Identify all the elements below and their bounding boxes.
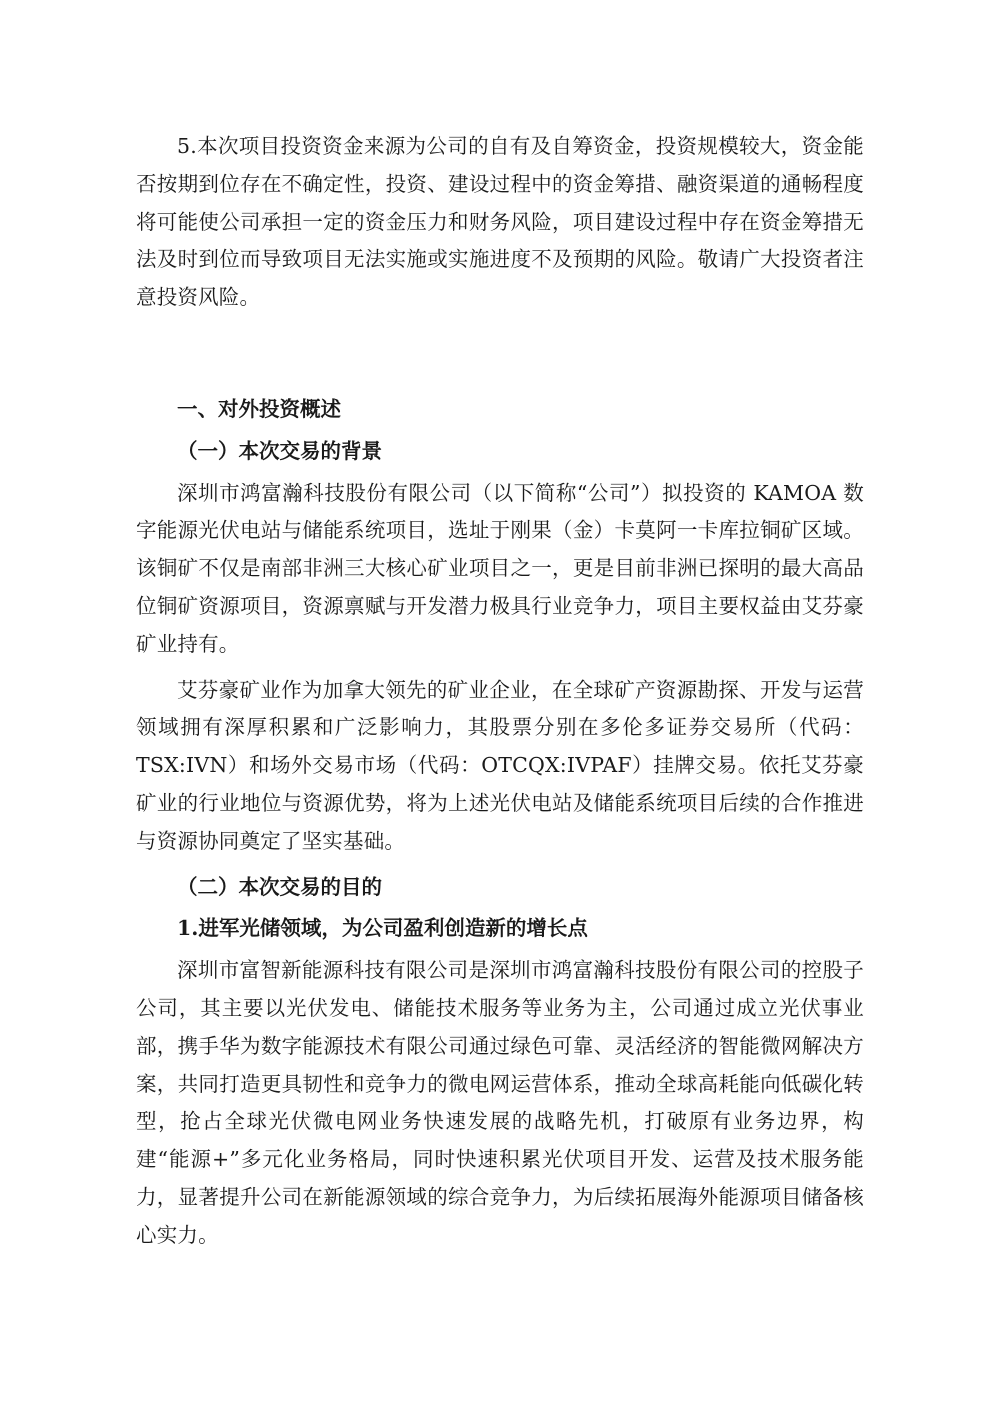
subsection-1-heading: （一）本次交易的背景: [177, 438, 382, 463]
purpose-paragraph-1: 深圳市富智新能源科技有限公司是深圳市鸿富瀚科技股份有限公司的控股子公司，其主要以光伏发电、储能技术服务等业务为主，公司通过成立光伏事业部，携手华为数字能源技术有限公司通过绿色可靠、灵活经济的智能微网解决方案，共同打造更具韧性和竞争力的微电网运营体系，推动全球高耗能向低碳化转型，抢占全球光伏微电网业务快速发展的战略先机，打破原有业务边界，构建“能源+”多元化业务格局，同时快速积累光伏项目开发、运营及技术服务能力，显著提升公司在新能源领域的综合竞争力，为后续拓展海外能源项目储备核心实力。: [136, 958, 864, 1247]
purpose-item-1-heading: 1.进军光储领域，为公司盈利创造新的增长点: [177, 916, 588, 941]
background-paragraph-2: 艾芬豪矿业作为加拿大领先的矿业企业，在全球矿产资源勘探、开发与运营领域拥有深厚积累和广泛影响力，其股票分别在多伦多证券交易所（代码：TSX:IVN）和场外交易市场（代码：OTCQX:IVPAF）挂牌交易。依托艾芬豪矿业的行业地位与资源优势，将为上述光伏电站及储能系统项目后续的合作推进与资源协同奠定了坚实基础。: [136, 677, 864, 853]
document-body: [136, 128, 864, 1255]
section-1-heading: 一、对外投资概述: [177, 396, 341, 421]
background-paragraph-1: 深圳市鸿富瀚科技股份有限公司（以下简称“公司”）拟投资的 KAMOA 数字能源光伏电站与储能系统项目，选址于刚果（金）卡莫阿一卡库拉铜矿区域。该铜矿不仅是南部非洲三大核心矿业项目之一，更是目前非洲已探明的最大高品位铜矿资源项目，资源禀赋与开发潜力极具行业竞争力，项目主要权益由艾芬豪矿业持有。: [136, 480, 864, 656]
section-spacer: [136, 317, 864, 391]
subsection-2-heading: （二）本次交易的目的: [177, 874, 382, 899]
risk-item-5-paragraph: 5.本次项目投资资金来源为公司的自有及自筹资金，投资规模较大，资金能否按期到位存在不确定性，投资、建设过程中的资金筹措、融资渠道的通畅程度将可能使公司承担一定的资金压力和财务风险，项目建设过程中存在资金筹措无法及时到位而导致项目无法实施或实施进度不及预期的风险。敬请广大投资者注意投资风险。: [136, 134, 864, 310]
